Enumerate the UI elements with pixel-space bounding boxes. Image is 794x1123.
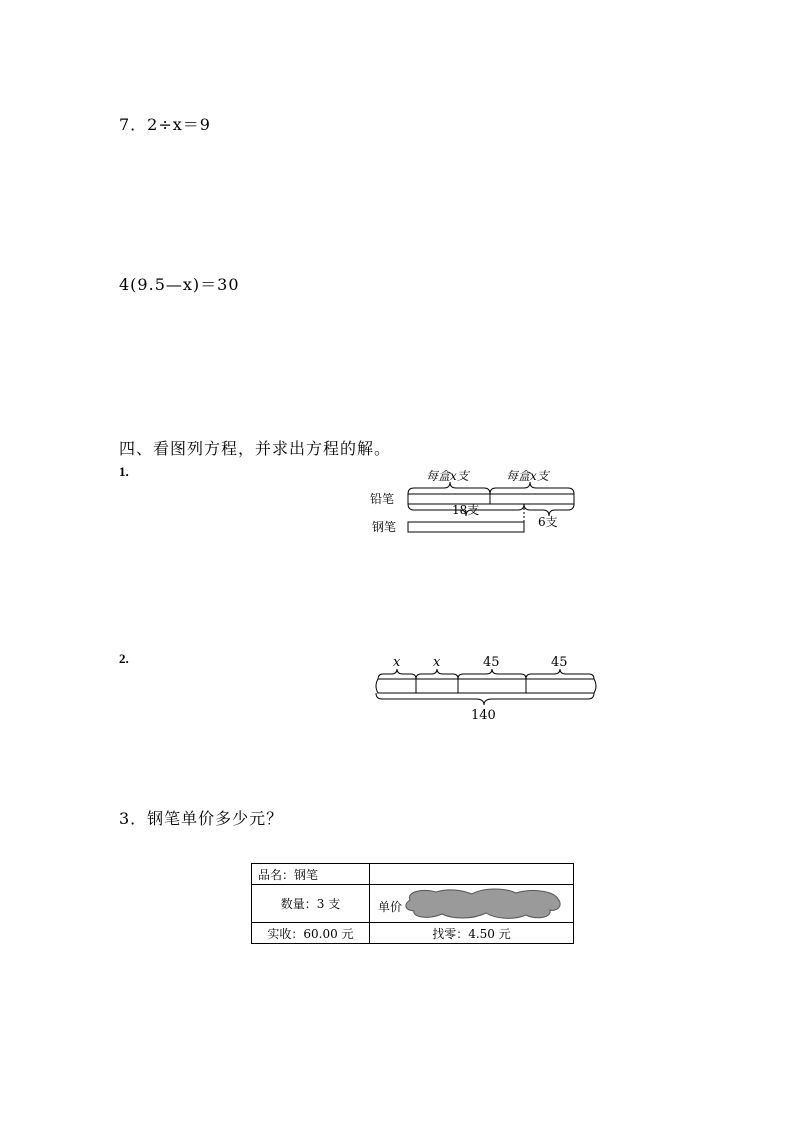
problem-1-number: 1.: [119, 464, 129, 479]
equation-8: 4(9.5—x)＝30: [119, 275, 240, 294]
pen-total-label: 18支: [452, 503, 480, 517]
pen-bar: [408, 522, 524, 532]
segment-3-label: 45: [483, 655, 500, 670]
equation-7: 7．2÷x＝9: [119, 115, 211, 134]
segment-4-label: 45: [551, 655, 568, 670]
pencil-bar: [408, 494, 574, 504]
unit-price-cell: [370, 885, 574, 923]
total-label: 140: [471, 708, 496, 723]
box-label-right: 每盒x支: [506, 469, 549, 483]
unit-price-label: 单价: [378, 900, 403, 914]
receipt-name: 品名：钢笔: [252, 864, 370, 885]
problem-3-title: 3．钢笔单价多少元？: [119, 809, 284, 828]
pencil-label: 铅笔: [370, 492, 395, 506]
box-label-left: 每盒x支: [426, 469, 469, 483]
receipt-paid: 实收：60.00 元: [252, 923, 370, 944]
segment-diagram: [368, 652, 608, 728]
segment-bar: [376, 679, 596, 693]
section-4-title: 四、看图列方程，并求出方程的解。: [119, 439, 392, 458]
brace-box-1: [408, 482, 490, 494]
pencil-pen-diagram: [360, 460, 600, 540]
pen-label: 钢笔: [372, 520, 397, 534]
segment-2-label: x: [433, 655, 441, 670]
segment-1-label: x: [393, 655, 401, 670]
difference-label: 6支: [538, 515, 558, 529]
receipt-table: [251, 863, 574, 944]
brace-box-2: [490, 482, 574, 494]
total-brace: [376, 693, 594, 705]
smudge-blot: [402, 886, 562, 922]
problem-2-number: 2.: [119, 651, 129, 666]
receipt-change: 找零：4.50 元: [370, 923, 574, 944]
receipt-quantity: 数量：3 支: [252, 885, 370, 923]
